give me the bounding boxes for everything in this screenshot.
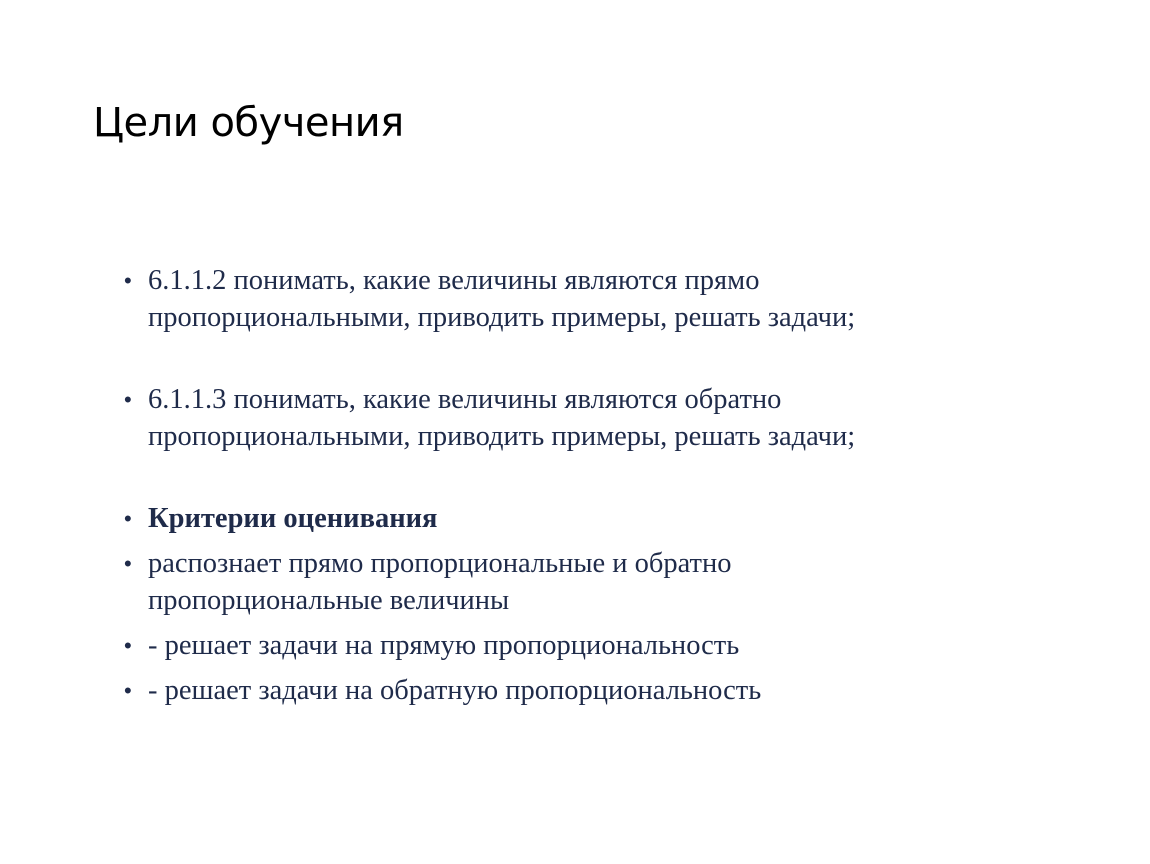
list-item [124,545,884,619]
list-item [124,672,884,709]
list-item [124,500,884,537]
bullet-icon: • [124,678,132,703]
bullet-icon: • [124,506,132,531]
bullet-icon: • [124,633,132,658]
objective-text: 6.1.1.3 понимать, какие величины являются обратно пропорциональными, приводить примеры, решать задачи; [148,384,856,452]
bullet-icon: • [124,268,132,293]
list-item [124,262,884,373]
criteria-heading: Критерии оценивания [148,503,438,534]
objective-text: 6.1.1.2 понимать, какие величины являются прямо пропорциональными, приводить примеры, решать задачи; [148,265,856,333]
slide-title: Цели обучения [93,100,404,146]
list-item [124,381,884,492]
criterion-text: - решает задачи на прямую пропорциональность [148,630,740,661]
bullet-icon: • [124,387,132,412]
objectives-list [124,262,884,717]
list-item [124,627,884,664]
criterion-text: - решает задачи на обратную пропорциональность [148,675,762,706]
criterion-text: распознает прямо пропорциональные и обратно пропорциональные величины [148,548,732,616]
bullet-icon: • [124,551,132,576]
